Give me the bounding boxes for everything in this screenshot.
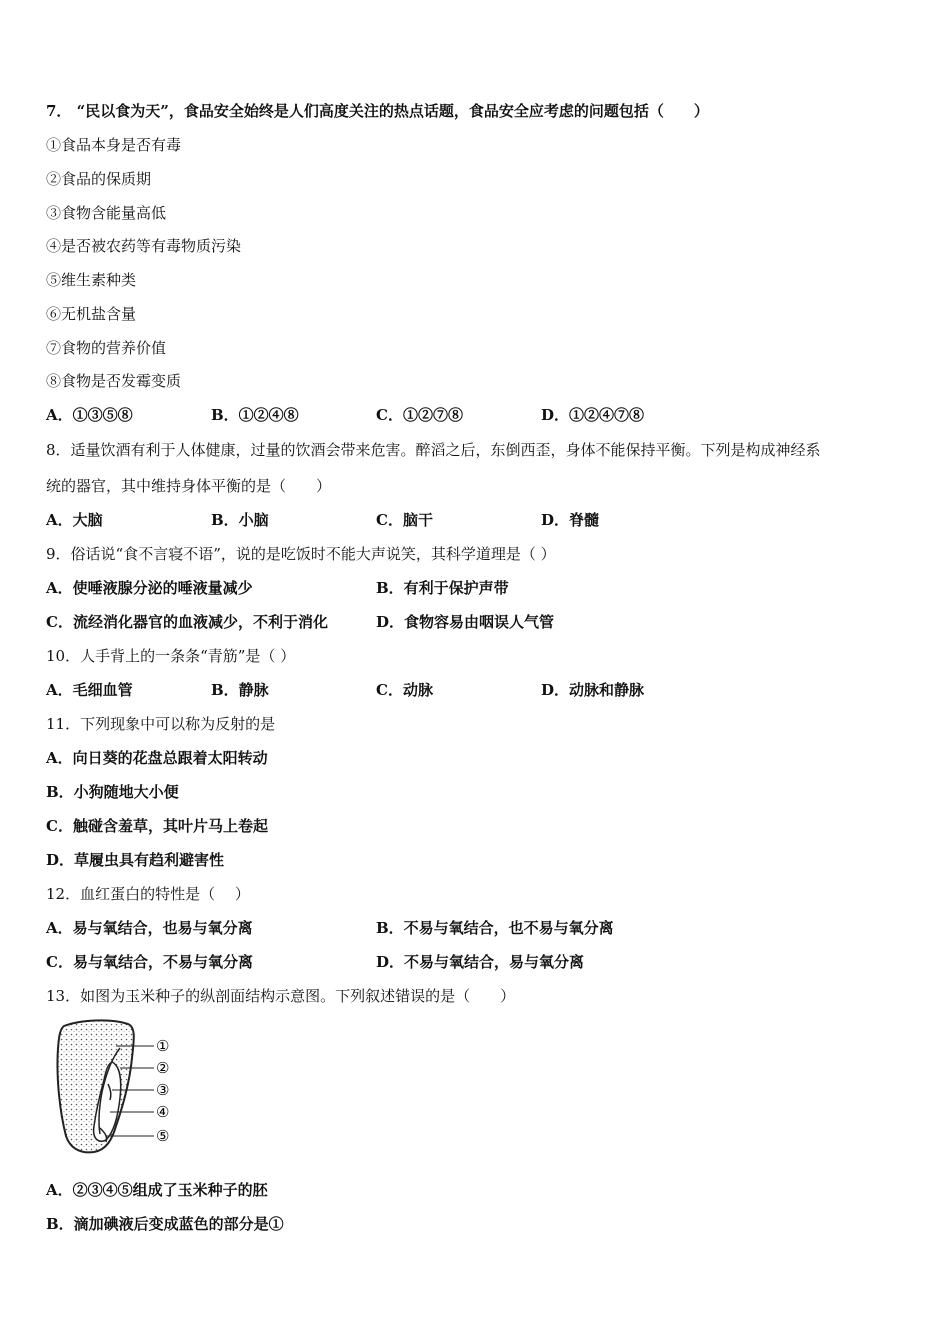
figure-label: ① [156, 1037, 170, 1055]
q9-option-d: D．食物容易由咽误人气管 [376, 613, 555, 631]
q11-option-a: A．向日葵的花盘总跟着太阳转动 [46, 749, 268, 767]
q9-option-c: C．流经消化器官的血液减少，不利于消化 [46, 613, 328, 631]
q13-option-b: B．滴加碘液后变成蓝色的部分是① [46, 1215, 284, 1233]
figure-label: ⑤ [156, 1127, 170, 1145]
q8-option-c: C．脑干 [376, 511, 433, 529]
q8-option-d: D．脊髓 [541, 511, 600, 529]
q8-stem-line2: 统的器官，其中维持身体平衡的是（ ） [46, 477, 332, 495]
q7-item: ②食品的保质期 [46, 170, 152, 188]
q10-stem: 10．人手背上的一条条“青筋”是（ ） [46, 647, 296, 665]
q8-option-a: A．大脑 [46, 511, 103, 529]
q9-option-b: B．有利于保护声带 [376, 579, 509, 597]
figure-label: ④ [156, 1103, 170, 1121]
figure-label: ③ [156, 1081, 170, 1099]
q7-stem: 7． “民以食为天”，食品安全始终是人们高度关注的热点话题，食品安全应考虑的问题包括（ ） [46, 102, 709, 120]
q10-option-d: D．动脉和静脉 [541, 681, 645, 699]
q7-item: ⑤维生素种类 [46, 271, 137, 289]
q11-stem: 11．下列现象中可以称为反射的是 [46, 715, 276, 733]
q10-option-b: B．静脉 [211, 681, 269, 699]
q9-stem: 9．俗话说“食不言寝不语”，说的是吃饭时不能大声说笑，其科学道理是（ ） [46, 545, 556, 563]
q8-stem-line1: 8．适量饮酒有利于人体健康，过量的饮酒会带来危害。醉滔之后，东倒西歪，身体不能保持平衡。下列是构成神经系 [46, 441, 821, 459]
q7-option-a: A．①③⑤⑧ [46, 406, 133, 424]
q11-option-d: D．草履虫具有趋利避害性 [46, 851, 225, 869]
q10-option-c: C．动脉 [376, 681, 433, 699]
q7-item: ①食品本身是否有毒 [46, 136, 182, 154]
q7-item: ④是否被农药等有毒物质污染 [46, 237, 242, 255]
q13-option-a: A．②③④⑤组成了玉米种子的胚 [46, 1181, 268, 1199]
q11-option-c: C．触碰含羞草，其叶片马上卷起 [46, 817, 268, 835]
q7-item: ③食物含能量高低 [46, 204, 167, 222]
q7-option-b: B．①②④⑧ [211, 406, 299, 424]
q12-option-c: C．易与氧结合，不易与氧分离 [46, 953, 253, 971]
figure-label: ② [156, 1059, 170, 1077]
q11-option-b: B．小狗随地大小便 [46, 783, 179, 801]
q8-option-b: B．小脑 [211, 511, 269, 529]
corn-seed-diagram [50, 1018, 185, 1158]
q12-option-b: B．不易与氧结合，也不易与氧分离 [376, 919, 614, 937]
q12-option-a: A．易与氧结合，也易与氧分离 [46, 919, 253, 937]
q7-option-d: D．①②④⑦⑧ [541, 406, 645, 424]
q7-option-c: C．①②⑦⑧ [376, 406, 463, 424]
q7-item: ⑧食物是否发霉变质 [46, 372, 182, 390]
q10-option-a: A．毛细血管 [46, 681, 133, 699]
q12-option-d: D．不易与氧结合，易与氧分离 [376, 953, 585, 971]
q12-stem: 12．血红蛋白的特性是（ ） [46, 885, 250, 903]
q13-stem: 13．如图为玉米种子的纵剖面结构示意图。下列叙述错误的是（ ） [46, 987, 516, 1005]
q7-item: ⑦食物的营养价值 [46, 339, 167, 357]
q9-option-a: A．使唾液腺分泌的唾液量减少 [46, 579, 253, 597]
q7-item: ⑥无机盐含量 [46, 305, 137, 323]
